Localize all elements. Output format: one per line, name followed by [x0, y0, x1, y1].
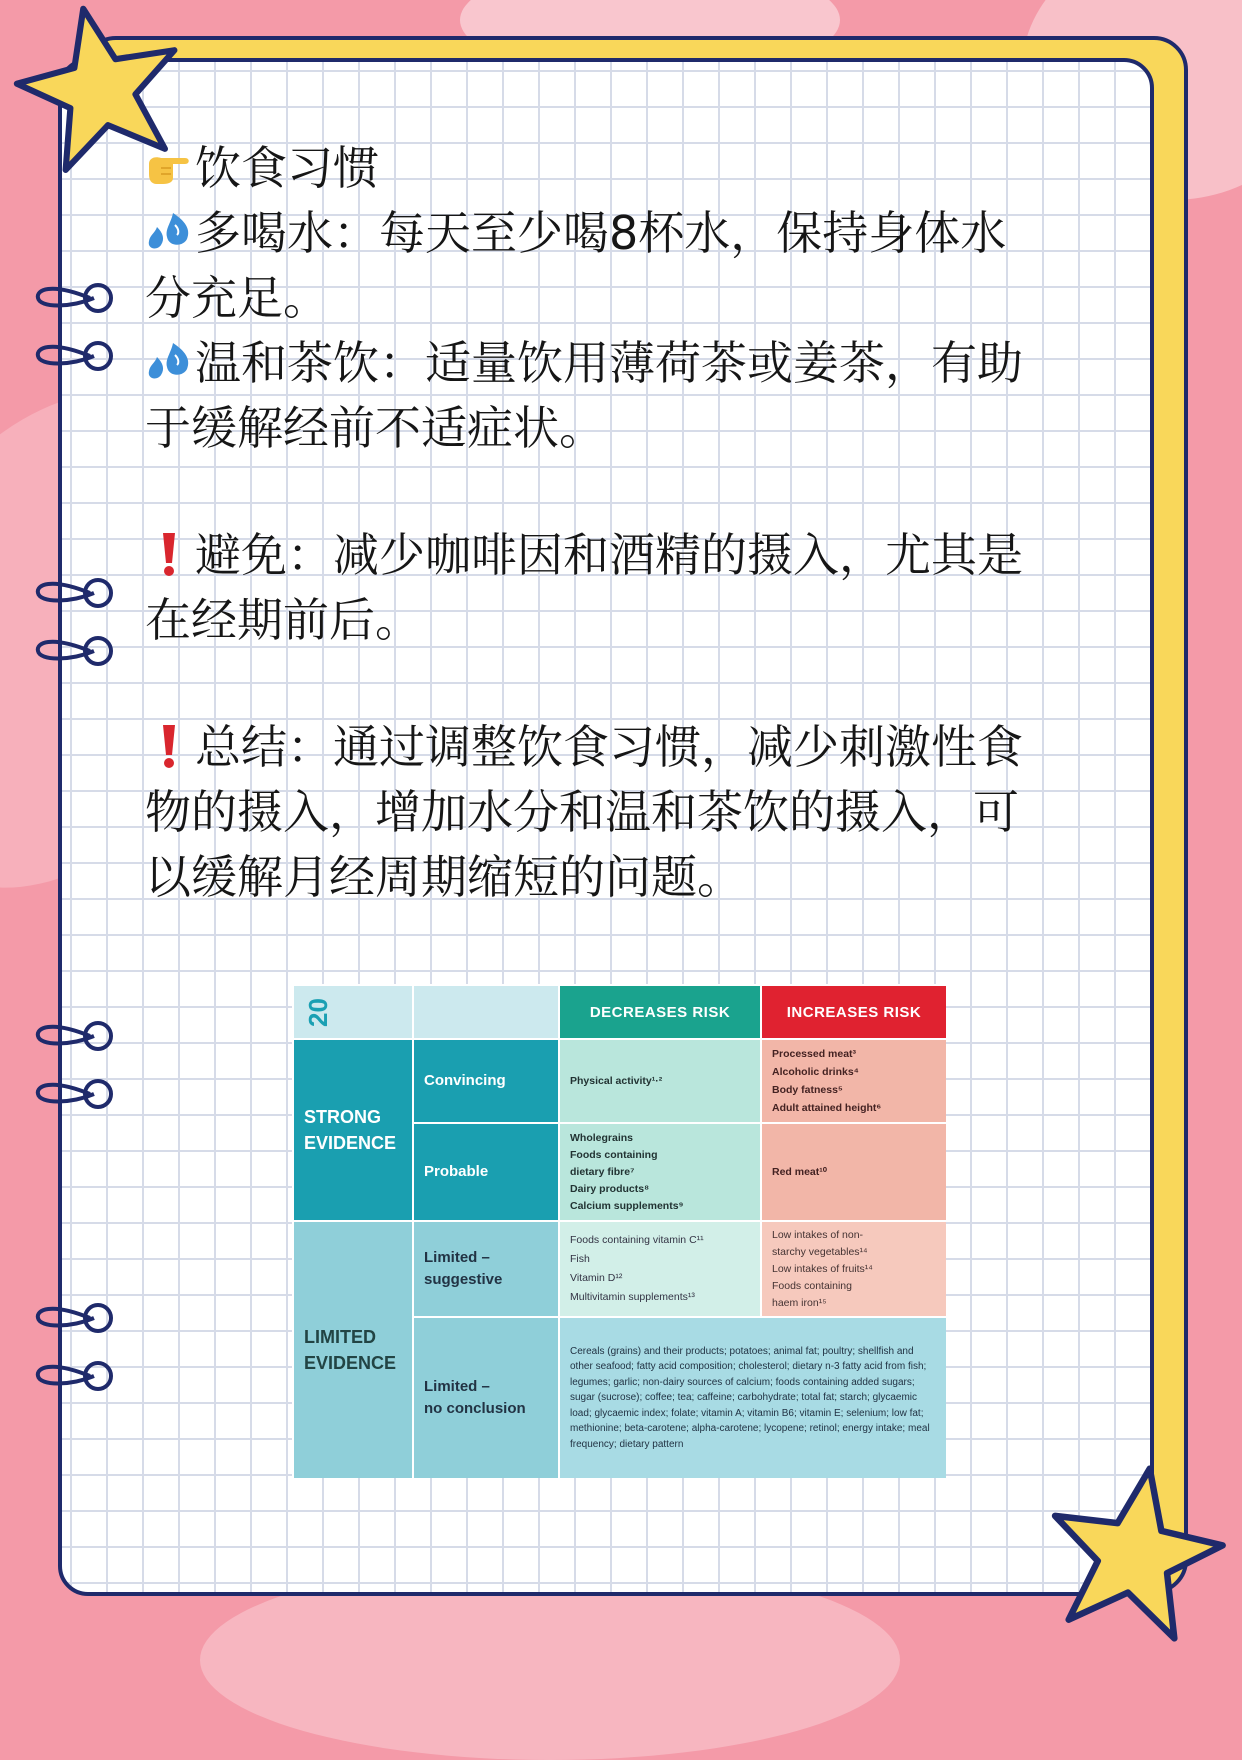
convincing-increases-cell: Processed meat³ Alcoholic drinks⁴ Body fatness⁵ Adult attained height⁶: [761, 1039, 946, 1123]
exclamation-icon: [145, 721, 193, 767]
sweat-droplets-icon: [145, 207, 193, 253]
no-conclusion-cell: Cereals (grains) and their products; potatoes; animal fat; poultry; shellfish and other seafood; fatty acid composition; cholesterol; dietary n-3 fatty acid from fish; legumes; garlic; non-dairy sources of calcium; foods containing added sugars; sugar (sucrose); coffee; tea; caffeine; carbohydrate; total fat; starch; glycaemic load; glycaemic index; folate; vitamin A; vitamin B6; vitamin E; selenium; low fat; methionine; beta-carotene; alpha-carotene; lycopene; retinol; energy intake; meal frequency; dietary pattern: [559, 1317, 946, 1478]
probable-increases-cell: Red meat¹⁰: [761, 1123, 946, 1221]
summary-text: 总结：通过调整饮食习惯，减少刺激性食: [195, 720, 1023, 774]
probable-label: Probable: [413, 1123, 559, 1221]
spiral-ring-icon: [30, 1074, 114, 1114]
strong-evidence-label: STRONG EVIDENCE: [293, 1039, 413, 1221]
evidence-table: [292, 984, 946, 1478]
suggestive-label: Limited – suggestive: [413, 1221, 559, 1317]
summary-text: 物的摄入，增加水分和温和茶饮的摄入，可: [145, 785, 1019, 839]
avoid-paragraph: [145, 523, 1085, 588]
list-item: [145, 201, 1085, 266]
exclamation-icon: [145, 529, 193, 575]
sweat-droplets-icon: [145, 337, 193, 383]
list-item: [145, 331, 1085, 396]
year-fragment: 20: [293, 985, 413, 1039]
list-item-text: 多喝水：每天至少喝8杯水，保持身体水: [195, 206, 1007, 260]
article-body: [145, 136, 1085, 910]
section-heading: [145, 136, 1085, 201]
summary-text: 以缓解月经周期缩短的问题。: [145, 850, 743, 904]
limited-evidence-label: LIMITED EVIDENCE: [293, 1221, 413, 1478]
list-item-text: 温和茶饮：适量饮用薄荷茶或姜茶，有助: [195, 336, 1023, 390]
header-blank: [413, 985, 559, 1039]
header-decreases-risk: DECREASES RISK: [559, 985, 761, 1039]
no-conclusion-label: Limited – no conclusion: [413, 1317, 559, 1478]
spiral-ring-icon: [30, 631, 114, 671]
evidence-table-image: [292, 984, 946, 1478]
list-item-text: 分充足。: [145, 271, 329, 325]
spiral-ring-icon: [30, 1298, 114, 1338]
spiral-ring-icon: [30, 573, 114, 613]
list-item-text: 于缓解经前不适症状。: [145, 401, 605, 455]
spiral-ring-icon: [30, 1016, 114, 1056]
convincing-label: Convincing: [413, 1039, 559, 1123]
header-increases-risk: INCREASES RISK: [761, 985, 946, 1039]
summary-paragraph: [145, 715, 1085, 780]
probable-decreases-cell: Wholegrains Foods containing dietary fibre⁷ Dairy products⁸ Calcium supplements⁹: [559, 1123, 761, 1221]
avoid-text: 在经期前后。: [145, 593, 421, 647]
avoid-text: 避免：减少咖啡因和酒精的摄入，尤其是: [195, 528, 1023, 582]
suggestive-decreases-cell: Foods containing vitamin C¹¹ Fish Vitamin D¹² Multivitamin supplements¹³: [559, 1221, 761, 1317]
spiral-ring-icon: [30, 278, 114, 318]
spiral-ring-icon: [30, 336, 114, 376]
convincing-decreases-cell: Physical activity¹·²: [559, 1039, 761, 1123]
star-icon: [1040, 1460, 1230, 1645]
suggestive-increases-cell: Low intakes of non- starchy vegetables¹⁴ Low intakes of fruits¹⁴ Foods containing haem iron¹⁵: [761, 1221, 946, 1317]
heading-text: 饮食习惯: [195, 141, 379, 195]
spiral-ring-icon: [30, 1356, 114, 1396]
pointing-hand-icon: [145, 142, 193, 188]
